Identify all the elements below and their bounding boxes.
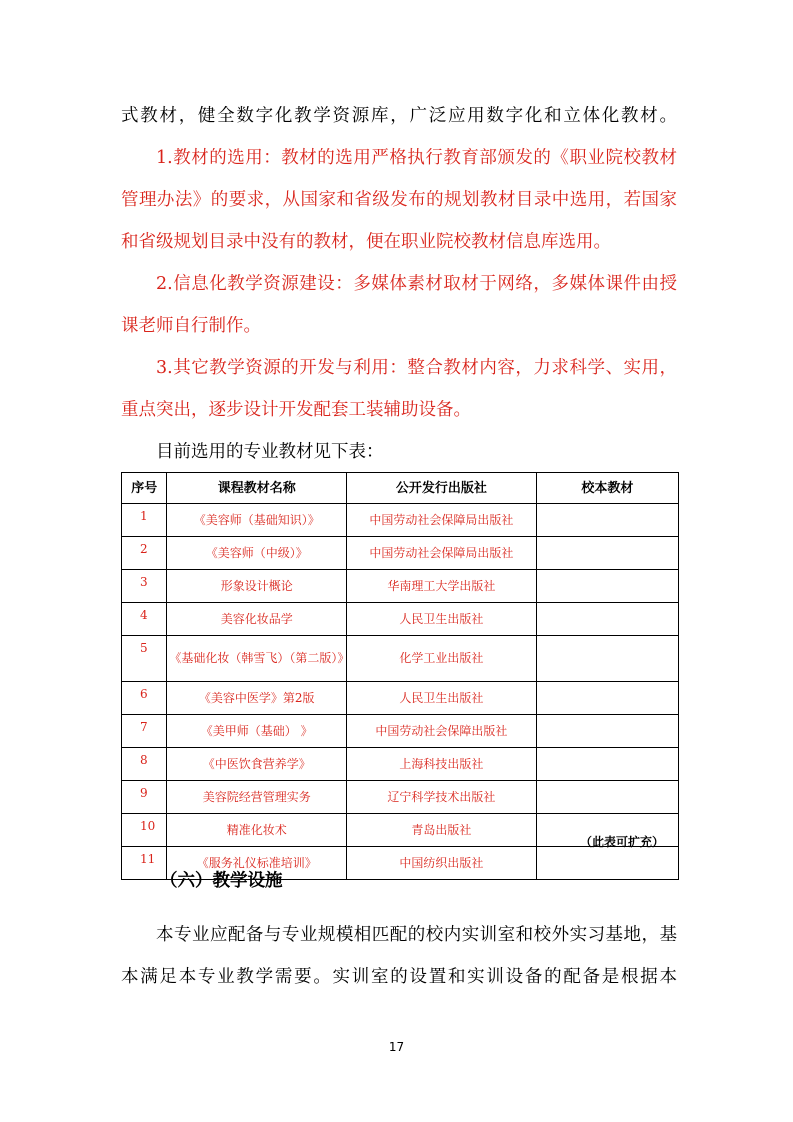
cell-school-textbook xyxy=(536,715,678,748)
header-school-textbook: 校本教材 xyxy=(536,473,678,504)
table-note: （此表可扩充） xyxy=(580,835,665,849)
cell-course-name: 《美容师（基础知识）》 xyxy=(167,504,347,537)
cell-course-name: 《美容中医学》第2版 xyxy=(167,682,347,715)
cell-course-name: 《服务礼仪标准培训》 xyxy=(167,847,347,880)
cell-publisher: 人民卫生出版社 xyxy=(347,682,537,715)
cell-course-name: 美容化妆品学 xyxy=(167,603,347,636)
header-no: 序号 xyxy=(122,473,167,504)
cell-publisher: 上海科技出版社 xyxy=(347,748,537,781)
paragraph-textbook-selection: 1.教材的选用：教材的选用严格执行教育部颁发的《职业院校教材管理办法》的要求，从国家和省级发布的规划教材目录中选用，若国家和省级规划目录中没有的教材，便在职业院校教材信息库选用。 xyxy=(121,148,677,252)
table-row xyxy=(122,781,679,814)
cell-course-name: 《美容师（中级）》 xyxy=(167,537,347,570)
table-row xyxy=(122,504,679,537)
table-row xyxy=(122,636,679,682)
cell-no: 3 xyxy=(122,570,167,603)
cell-school-textbook xyxy=(536,748,678,781)
paragraph-digital-resources: 2.信息化教学资源建设：多媒体素材取材于网络，多媒体课件由授课老师自行制作。 xyxy=(121,274,677,336)
cell-school-textbook xyxy=(536,504,678,537)
cell-course-name: 《基础化妆（韩雪飞）（第二版）》 xyxy=(167,636,347,682)
cell-school-textbook xyxy=(536,537,678,570)
page-number: 17 xyxy=(388,1040,405,1054)
table-row xyxy=(122,715,679,748)
cell-no: 2 xyxy=(122,537,167,570)
cell-no: 5 xyxy=(122,636,167,682)
table-row xyxy=(122,682,679,715)
cell-school-textbook xyxy=(536,636,678,682)
cell-no: 10 xyxy=(122,814,167,847)
cell-no: 6 xyxy=(122,682,167,715)
paragraph-other-resources: 3.其它教学资源的开发与利用：整合教材内容，力求科学、实用，重点突出，逐步设计开发配套工装辅助设备。 xyxy=(121,358,677,420)
cell-no: 4 xyxy=(122,603,167,636)
cell-publisher: 中国劳动社会保障局出版社 xyxy=(347,504,537,537)
cell-no: 9 xyxy=(122,781,167,814)
cell-course-name: 美容院经营管理实务 xyxy=(167,781,347,814)
paragraph-table-intro: 目前选用的专业教材见下表： xyxy=(156,442,384,462)
cell-no: 7 xyxy=(122,715,167,748)
table-row xyxy=(122,570,679,603)
cell-publisher: 中国劳动社会保障出版社 xyxy=(347,715,537,748)
cell-no: 1 xyxy=(122,504,167,537)
cell-publisher: 华南理工大学出版社 xyxy=(347,570,537,603)
cell-school-textbook xyxy=(536,603,678,636)
cell-publisher: 中国劳动社会保障局出版社 xyxy=(347,537,537,570)
cell-school-textbook xyxy=(536,570,678,603)
cell-course-name: 形象设计概论 xyxy=(167,570,347,603)
cell-publisher: 人民卫生出版社 xyxy=(347,603,537,636)
cell-publisher: 中国纺织出版社 xyxy=(347,847,537,880)
table-row xyxy=(122,537,679,570)
header-publisher: 公开发行出版社 xyxy=(347,473,537,504)
paragraph-intro: 式教材，健全数字化教学资源库，广泛应用数字化和立体化教材。 xyxy=(121,106,677,126)
cell-course-name: 《中医饮食营养学》 xyxy=(167,748,347,781)
cell-course-name: 《美甲师（基础） 》 xyxy=(167,715,347,748)
cell-school-textbook xyxy=(536,847,678,880)
cell-school-textbook xyxy=(536,781,678,814)
cell-school-textbook xyxy=(536,682,678,715)
cell-no: 8 xyxy=(122,748,167,781)
cell-no: 11 xyxy=(122,847,167,880)
cell-publisher: 青岛出版社 xyxy=(347,814,537,847)
section-heading: （六）教学设施 xyxy=(160,871,283,891)
header-course-name: 课程教材名称 xyxy=(167,473,347,504)
paragraph-facilities: 本专业应配备与专业规模相匹配的校内实训室和校外实习基地，基本满足本专业教学需要。实训室的设置和实训设备的配备是根据本 xyxy=(121,925,677,987)
table-header-row xyxy=(122,473,679,504)
cell-publisher: 化学工业出版社 xyxy=(347,636,537,682)
table-body xyxy=(122,504,679,880)
table-row xyxy=(122,603,679,636)
table-row xyxy=(122,748,679,781)
cell-publisher: 辽宁科学技术出版社 xyxy=(347,781,537,814)
textbook-table xyxy=(121,472,679,880)
cell-course-name: 精准化妆术 xyxy=(167,814,347,847)
